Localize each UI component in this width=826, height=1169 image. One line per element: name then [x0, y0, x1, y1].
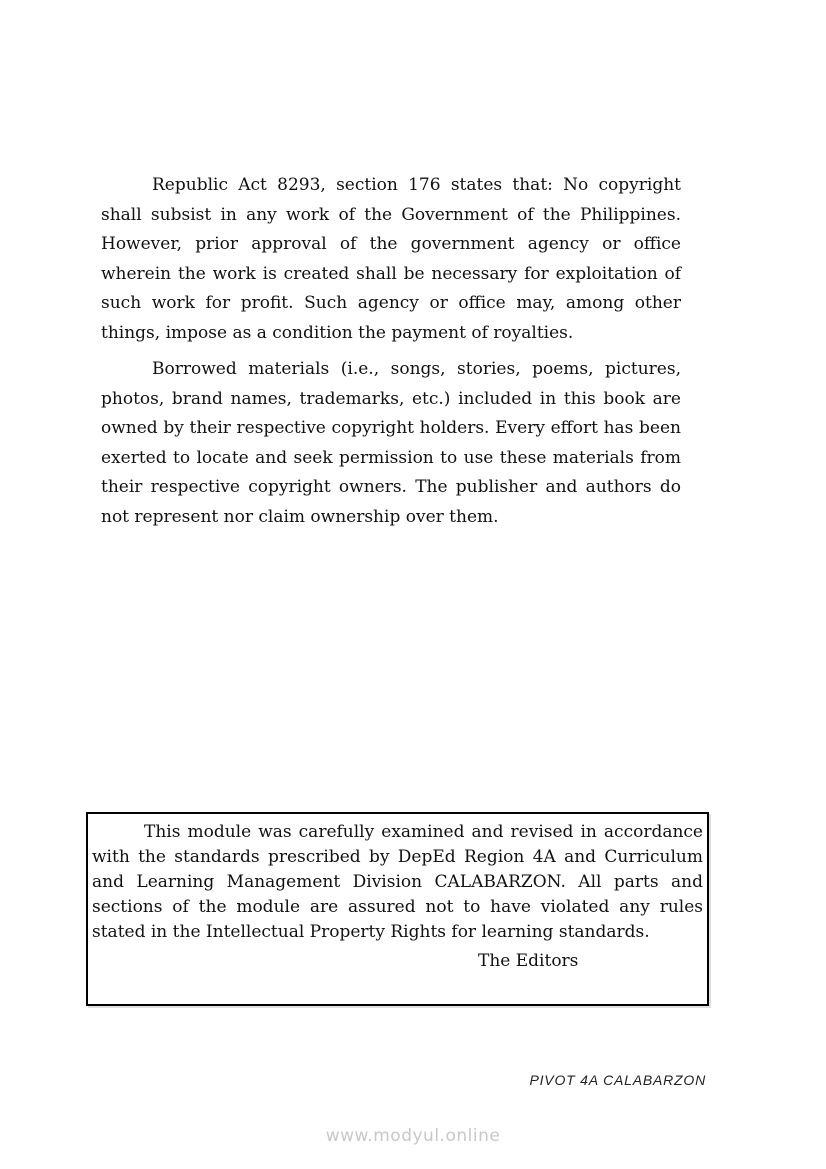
- footer-brand: PIVOT 4A CALABARZON: [529, 1072, 706, 1088]
- borrowed-materials-paragraph: Borrowed materials (i.e., songs, stories, poems, pictures, photos, brand names, trademarks, etc.) included in this book are owned by their respective copyright holders. Every effort has been exerted to locate and seek permission to use these materials from their respective copyright owners. The publisher and authors do not represent nor claim ownership over them.: [101, 359, 681, 527]
- editors-signature: The Editors: [478, 951, 579, 971]
- watermark: www.modyul.online: [325, 1126, 501, 1146]
- copyright-paragraph: Republic Act 8293, section 176 states that: No copyright shall subsist in any work of the Government of the Philippines. However, prior approval of the government agency or office wherein the work is created shall be necessary for exploitation of such work for profit. Such agency or office may, among other things, impose as a condition the payment of royalties.: [101, 175, 681, 343]
- editors-notice-box: [86, 812, 709, 1006]
- notice-text: This module was carefully examined and revised in accordance with the standards prescribed by DepEd Region 4A and Curriculum and Learning Management Division CALABARZON. All parts and sections of the module are assured not to have violated any rules stated in the Intellectual Property Rights for learning standards.: [92, 822, 703, 942]
